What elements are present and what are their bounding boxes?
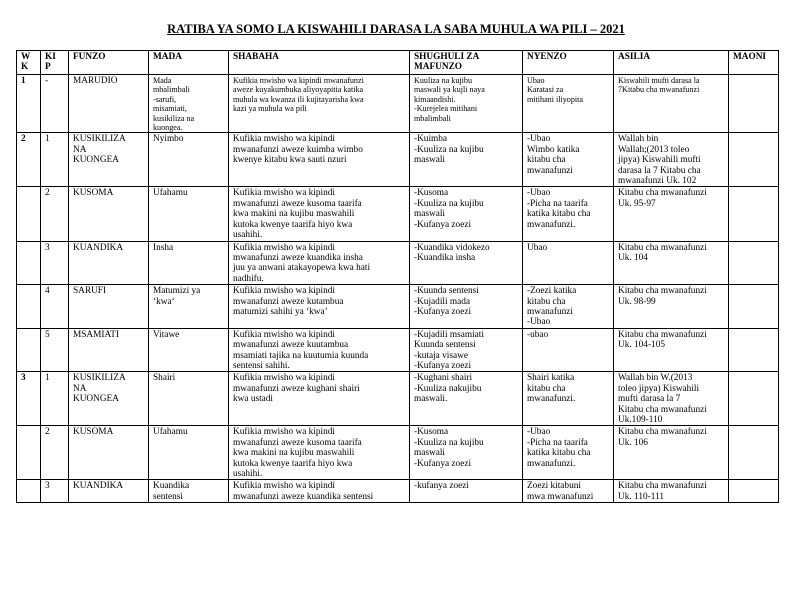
cell-nyenzo: -Ubao -Picha na taarifa katika kitabu cha mwanafunzi. — [523, 426, 614, 480]
table-row — [17, 241, 779, 285]
cell-asilia: Kitabu cha mwanafunzi Uk. 106 — [614, 426, 729, 480]
table-row — [17, 372, 779, 426]
header-nyenzo: NYENZO — [523, 51, 614, 75]
cell-funzo: MSAMIATI — [69, 328, 149, 372]
cell-asilia: Kitabu cha mwanafunzi Uk. 95-97 — [614, 187, 729, 241]
cell-shughuli: -kufanya zoezi — [410, 480, 523, 503]
cell-kip: 2 — [41, 426, 69, 480]
cell-shughuli: -Kughani shairi -Kuuliza nakujibu maswali. — [410, 372, 523, 426]
cell-funzo: KUANDIKA — [69, 241, 149, 285]
cell-shabaha: Kufikia mwisho wa kipindi mwanafunzi aweze kutambua matumizi sahihi ya ‘kwa’ — [229, 285, 410, 329]
cell-shughuli: -Kusoma -Kuuliza na kujibu maswali -Kufanya zoezi — [410, 426, 523, 480]
cell-asilia: Kitabu cha mwanafunzi Uk. 104 — [614, 241, 729, 285]
cell-shabaha: Kufikia mwisho wa kipindi mwanafunzi aweze kusoma taarifa kwa makini na kujibu maswahili kutoka kwenye taarifa hiyo kwa usahihi. — [229, 426, 410, 480]
cell-wk — [17, 328, 41, 372]
scheme-of-work-table — [16, 50, 779, 503]
cell-maoni — [729, 426, 779, 480]
header-maoni: MAONI — [729, 51, 779, 75]
cell-asilia: Wallah bin W.(2013 toleo jipya) Kiswahili mufti darasa la 7 Kitabu cha mwanafunzi Uk.109-110 — [614, 372, 729, 426]
table-row — [17, 328, 779, 372]
cell-nyenzo: -Ubao -Picha na taarifa katika kitabu cha mwanafunzi. — [523, 187, 614, 241]
cell-mada: Matumizi ya ‘kwa‘ — [149, 285, 229, 329]
cell-funzo: KUSOMA — [69, 426, 149, 480]
cell-wk — [17, 187, 41, 241]
cell-maoni — [729, 285, 779, 329]
cell-shabaha: Kufikia mwisho wa kipindi mwanafunzi aweze kuandika sentensi — [229, 480, 410, 503]
cell-asilia: Kitabu cha mwanafunzi Uk. 98-99 — [614, 285, 729, 329]
cell-nyenzo: Ubao Karatasi za mitihani iliyopita — [523, 75, 614, 133]
cell-nyenzo: Zoezi kitabuni mwa mwanafunzi — [523, 480, 614, 503]
cell-mada: Insha — [149, 241, 229, 285]
cell-kip: 4 — [41, 285, 69, 329]
cell-wk — [17, 285, 41, 329]
cell-maoni — [729, 480, 779, 503]
cell-shabaha: Kufikia mwisho wa kipindi mwanafunzi aweze kuimba wimbo kwenye kitabu kwa sauti nzuri — [229, 133, 410, 187]
cell-kip: 1 — [41, 372, 69, 426]
cell-funzo: KUSIKILIZA NA KUONGEA — [69, 372, 149, 426]
cell-maoni — [729, 372, 779, 426]
cell-shabaha: Kufikia mwisho wa kipindi mwanafunzi aweze kuutambua msamiati tajika na kuutumia kuunda sentensi sahihi. — [229, 328, 410, 372]
header-shabaha: SHABAHA — [229, 51, 410, 75]
cell-mada: Mada mbalimbali -sarufi, misamiati, kusikiliza na kuongea. — [149, 75, 229, 133]
cell-kip: 3 — [41, 480, 69, 503]
cell-funzo: KUANDIKA — [69, 480, 149, 503]
cell-funzo: MARUDIO — [69, 75, 149, 133]
table-row — [17, 75, 779, 133]
cell-nyenzo: -Ubao Wimbo katika kitabu cha mwanafunzi — [523, 133, 614, 187]
header-asilia: ASILIA — [614, 51, 729, 75]
cell-mada: Kuandika sentensi — [149, 480, 229, 503]
cell-funzo: KUSIKILIZA NA KUONGEA — [69, 133, 149, 187]
cell-kip: 1 — [41, 133, 69, 187]
table-row — [17, 480, 779, 503]
cell-maoni — [729, 328, 779, 372]
cell-kip: - — [41, 75, 69, 133]
cell-shughuli: -Kujadili msamiati Kuunda sentensi -kutaja visawe -Kufanya zoezi — [410, 328, 523, 372]
header-mada: MADA — [149, 51, 229, 75]
cell-shughuli: -Kusoma -Kuuliza na kujibu maswali -Kufanya zoezi — [410, 187, 523, 241]
cell-shabaha: Kufikia mwisho wa kipindi mwanafunzi aweze kuyakumbuka aliyoyapitia katika muhula wa kwanza ili kujitayarisha kwa kazi ya muhula wa pili — [229, 75, 410, 133]
cell-wk: 2 — [17, 133, 41, 187]
cell-shughuli: -Kuimba -Kuuliza na kujibu maswali — [410, 133, 523, 187]
header-wk: W K — [17, 51, 41, 75]
cell-nyenzo: -Zoezi katika kitabu cha mwanafunzi -Ubao — [523, 285, 614, 329]
table-row — [17, 426, 779, 480]
cell-kip: 2 — [41, 187, 69, 241]
header-kip: KI P — [41, 51, 69, 75]
cell-shabaha: Kufikia mwisho wa kipindi mwanafunzi aweze kughani shairi kwa ustadi — [229, 372, 410, 426]
header-funzo: FUNZO — [69, 51, 149, 75]
cell-kip: 3 — [41, 241, 69, 285]
cell-funzo: SARUFI — [69, 285, 149, 329]
table-body — [17, 75, 779, 503]
cell-shughuli: Kuuliza na kujibu maswali ya kujli naya kimaandishi. -Kurejelea mitihani mbalimbali — [410, 75, 523, 133]
cell-asilia: Kitabu cha mwanafunzi Uk. 104-105 — [614, 328, 729, 372]
cell-nyenzo: Shairi katika kitabu cha mwanafunzi. — [523, 372, 614, 426]
cell-mada: Nyimbo — [149, 133, 229, 187]
cell-shabaha: Kufikia mwisho wa kipindi mwanafunzi aweze kuandika insha juu ya anwani atakayopewa kwa hati nadhifu. — [229, 241, 410, 285]
cell-wk — [17, 480, 41, 503]
cell-maoni — [729, 241, 779, 285]
header-shughuli: SHUGHULI ZA MAFUNZO — [410, 51, 523, 75]
table-row — [17, 187, 779, 241]
cell-wk: 3 — [17, 372, 41, 426]
cell-maoni — [729, 187, 779, 241]
cell-shughuli: -Kuunda sentensi -Kujadili mada -Kufanya zoezi — [410, 285, 523, 329]
cell-asilia: Kiswahili mufti darasa la 7Kitabu cha mwanafunzi — [614, 75, 729, 133]
cell-nyenzo: -ubao — [523, 328, 614, 372]
cell-shughuli: -Kuandika vidokezo -Kuandika insha — [410, 241, 523, 285]
cell-asilia: Wallah bin Wallah;(2013 toleo jipya) Kiswahili mufti darasa la 7 Kitabu cha mwanafunzi Uk. 102 — [614, 133, 729, 187]
cell-kip: 5 — [41, 328, 69, 372]
cell-wk — [17, 426, 41, 480]
document-title: RATIBA YA SOMO LA KISWAHILI DARASA LA SABA MUHULA WA PILI – 2021 — [167, 22, 625, 36]
cell-wk — [17, 241, 41, 285]
cell-maoni — [729, 133, 779, 187]
cell-nyenzo: Ubao — [523, 241, 614, 285]
cell-funzo: KUSOMA — [69, 187, 149, 241]
table-row — [17, 133, 779, 187]
cell-mada: Ufahamu — [149, 187, 229, 241]
cell-shabaha: Kufikia mwisho wa kipindi mwanafunzi aweze kusoma taarifa kwa makini na kujibu maswahili kutoka kwenye taarifa hiyo kwa usahihi. — [229, 187, 410, 241]
table-row — [17, 285, 779, 329]
cell-mada: Vitawe — [149, 328, 229, 372]
header-row — [17, 51, 779, 75]
cell-mada: Shairi — [149, 372, 229, 426]
cell-asilia: Kitabu cha mwanafunzi Uk. 110-111 — [614, 480, 729, 503]
cell-mada: Ufahamu — [149, 426, 229, 480]
cell-maoni — [729, 75, 779, 133]
cell-wk: 1 — [17, 75, 41, 133]
